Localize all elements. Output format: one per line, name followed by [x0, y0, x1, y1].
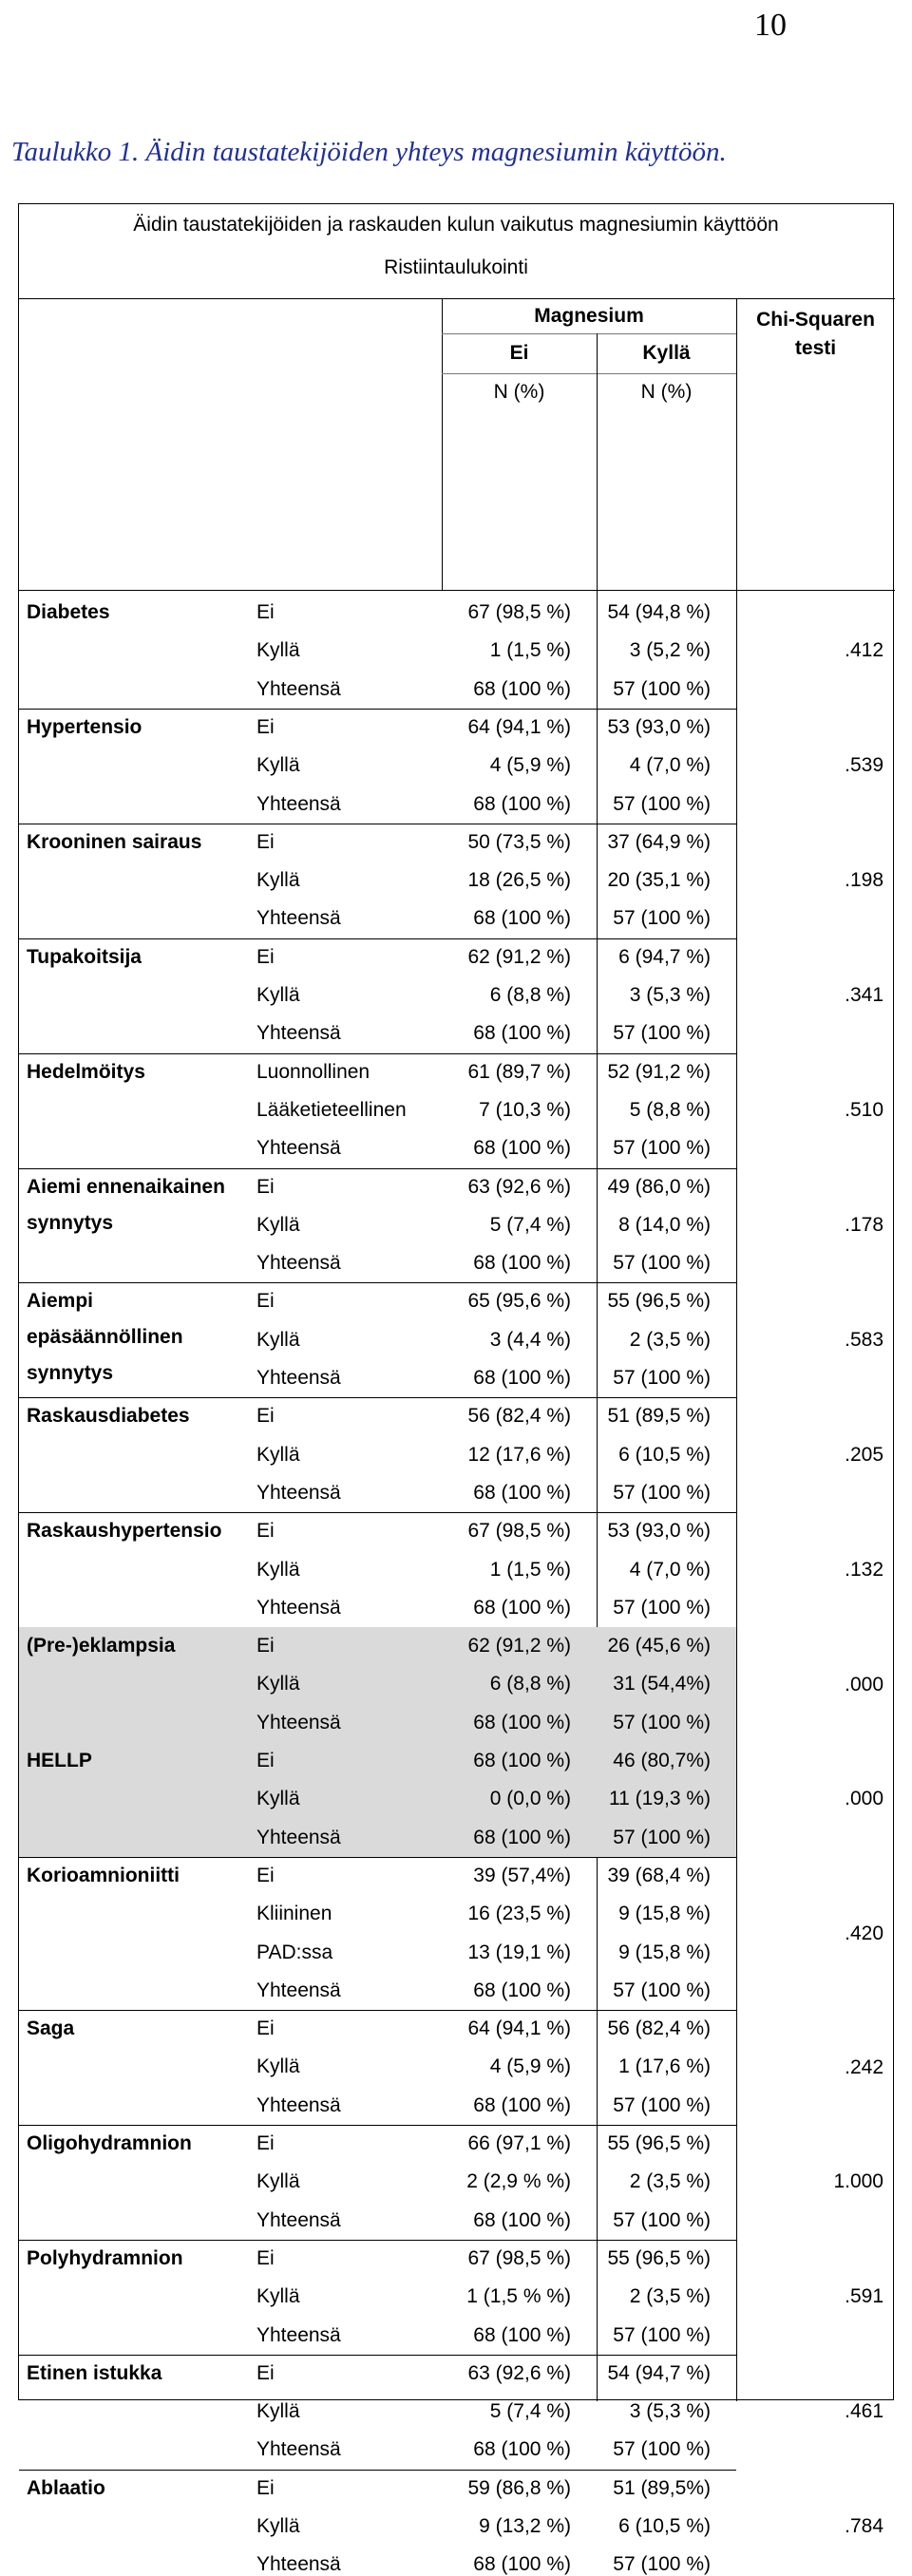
group-label-line: Hypertensio [27, 715, 142, 738]
group-label-line: Polyhydramnion [27, 2246, 183, 2269]
cell-ei: 64 (94,1 %) [467, 2017, 571, 2040]
cell-ei: 68 (100 %) [473, 1711, 571, 1733]
cell-ei: 56 (82,4 %) [467, 1405, 571, 1428]
row-category: Ei [256, 1635, 275, 1657]
cell-ei: 68 (100 %) [473, 1252, 571, 1275]
cell-ei: 68 (100 %) [473, 2323, 571, 2346]
cell-kylla: 55 (96,5 %) [607, 2246, 711, 2269]
chi-square-value: .178 [845, 1213, 884, 1236]
chi-square-value: .784 [845, 2515, 884, 2538]
cell-kylla: 53 (93,0 %) [607, 715, 711, 738]
cell-ei: 68 (100 %) [473, 792, 571, 815]
cell-kylla: 3 (5,3 %) [629, 2400, 711, 2423]
chi-square-value: .591 [845, 2285, 884, 2308]
ei-header: Ei [509, 342, 529, 364]
cell-kylla: 57 (100 %) [613, 1979, 711, 2001]
cell-kylla: 57 (100 %) [613, 1481, 711, 1504]
cell-ei: 18 (26,5 %) [467, 869, 571, 892]
cell-ei: 64 (94,1 %) [467, 715, 571, 738]
group-label-line: Hedelmöitys [27, 1060, 145, 1083]
cell-ei: 5 (7,4 %) [489, 2400, 571, 2423]
cell-ei: 68 (100 %) [473, 1481, 571, 1504]
group-label [27, 2011, 255, 2047]
cell-kylla: 57 (100 %) [613, 2323, 711, 2346]
group-label [27, 2241, 255, 2277]
group-label-line: Ablaatio [27, 2476, 105, 2499]
chi-square-value: .198 [845, 869, 884, 892]
cell-ei: 68 (100 %) [473, 677, 571, 700]
row-category: Yhteensä [256, 1826, 341, 1848]
group-label-line: Oligohydramnion [27, 2132, 192, 2154]
cell-ei: 12 (17,6 %) [467, 1443, 571, 1466]
cell-ei: 68 (100 %) [473, 1596, 571, 1619]
cell-kylla: 9 (15,8 %) [618, 1903, 711, 1925]
chi-square-value: .461 [845, 2400, 884, 2423]
cell-ei: 16 (23,5 %) [467, 1903, 571, 1925]
cell-ei: 68 (100 %) [473, 2553, 571, 2576]
cell-ei: 68 (100 %) [473, 2093, 571, 2116]
cell-kylla: 54 (94,7 %) [607, 2361, 711, 2384]
cell-kylla: 57 (100 %) [613, 1022, 711, 1045]
cell-kylla: 51 (89,5 %) [607, 1405, 711, 1428]
row-category: Ei [256, 1175, 275, 1198]
cell-ei: 0 (0,0 %) [489, 1788, 571, 1810]
cell-kylla: 49 (86,0 %) [607, 1175, 711, 1198]
row-category: Ei [256, 601, 275, 623]
row-category: Yhteensä [256, 2208, 341, 2231]
group-label [27, 1743, 255, 1779]
crosstab-table [18, 203, 894, 2576]
cell-ei: 63 (92,6 %) [467, 2361, 571, 2384]
cell-kylla: 6 (10,5 %) [618, 1443, 711, 1466]
cell-ei: 7 (10,3 %) [479, 1098, 571, 1121]
group-label [27, 1169, 255, 1241]
group-label-line: Tupakoitsija [27, 945, 142, 968]
cell-kylla: 57 (100 %) [613, 907, 711, 930]
row-category: Yhteensä [256, 677, 341, 700]
cell-kylla: 2 (3,5 %) [629, 2170, 711, 2193]
cell-ei: 68 (100 %) [473, 1137, 571, 1160]
table-caption: Taulukko 1. Äidin taustatekijöiden yhteys magnesiumin käyttöön. [11, 137, 727, 167]
row-category: Kliininen [256, 1903, 332, 1925]
cell-kylla: 3 (5,2 %) [629, 639, 711, 662]
cell-ei: 9 (13,2 %) [479, 2515, 571, 2537]
cell-ei: 39 (57,4%) [473, 1864, 571, 1886]
group-label-line: Raskausdiabetes [27, 1405, 190, 1428]
table-title: Äidin taustatekijöiden ja raskauden kulun vaikutus magnesiumin käyttöön [133, 214, 779, 236]
cell-kylla: 6 (94,7 %) [618, 945, 711, 968]
row-category: Lääketieteellinen [256, 1098, 407, 1121]
cell-kylla: 3 (5,3 %) [629, 984, 711, 1006]
chi-square-value: .000 [845, 1673, 884, 1695]
cell-ei: 68 (100 %) [473, 2438, 571, 2461]
group-label [27, 1628, 255, 1664]
chi-square-value: .242 [845, 2055, 884, 2078]
cell-ei: 4 (5,9 %) [489, 754, 571, 777]
row-category: Kyllä [256, 1213, 300, 1236]
cell-kylla: 51 (89,5%) [613, 2476, 711, 2499]
row-category: Ei [256, 2132, 275, 2154]
cell-ei: 62 (91,2 %) [467, 945, 571, 968]
cell-kylla: 57 (100 %) [613, 1596, 711, 1619]
chi-square-value: .205 [845, 1443, 884, 1466]
cell-kylla: 57 (100 %) [613, 1367, 711, 1389]
group-label [27, 2356, 255, 2392]
cell-kylla: 37 (64,9 %) [607, 830, 711, 853]
group-label [27, 1398, 255, 1434]
row-category: Yhteensä [256, 1711, 341, 1733]
cell-kylla: 46 (80,7%) [613, 1750, 711, 1771]
header-rule-bottom [19, 590, 895, 591]
row-category: Ei [256, 1750, 275, 1771]
page-number: 10 [754, 8, 787, 43]
chi-square-value: .420 [845, 1922, 884, 1944]
chi-header-line2: testi [794, 337, 837, 359]
cell-kylla: 9 (15,8 %) [618, 1941, 711, 1963]
row-category: Ei [256, 2476, 275, 2499]
group-label-line: Aiemi ennenaikainen [27, 1175, 225, 1198]
row-category: Kyllä [256, 2285, 300, 2308]
group-label [27, 1858, 255, 1894]
chi-square-value: .510 [845, 1099, 884, 1122]
cell-kylla: 31 (54,4%) [613, 1673, 711, 1695]
cell-ei: 65 (95,6 %) [467, 1290, 571, 1313]
cell-kylla: 52 (91,2 %) [607, 1060, 711, 1083]
group-label-line: Etinen istukka [27, 2361, 162, 2384]
kylla-header: Kyllä [642, 342, 691, 364]
cell-ei: 68 (100 %) [473, 1367, 571, 1389]
cell-kylla: 57 (100 %) [613, 1826, 711, 1848]
row-category: Kyllä [256, 2515, 300, 2537]
group-label-line: Krooninen sairaus [27, 830, 202, 853]
cell-kylla: 26 (45,6 %) [607, 1635, 711, 1657]
row-category: Kyllä [256, 984, 300, 1006]
row-category: Ei [256, 2361, 275, 2384]
magnesium-underline [442, 333, 736, 334]
cell-kylla: 11 (19,3 %) [609, 1788, 711, 1810]
cell-ei: 62 (91,2 %) [467, 1635, 571, 1657]
row-category: Luonnollinen [256, 1060, 370, 1083]
group-label-line: synnytys [27, 1211, 114, 1234]
cell-kylla: 55 (96,5 %) [607, 2132, 711, 2154]
chi-square-value: .539 [845, 754, 884, 777]
row-category: Yhteensä [256, 2438, 341, 2461]
cell-kylla: 57 (100 %) [613, 1252, 711, 1275]
cell-ei: 67 (98,5 %) [467, 2246, 571, 2269]
cell-kylla: 4 (7,0 %) [629, 754, 711, 777]
row-category: Yhteensä [256, 2323, 341, 2346]
row-category: PAD:ssa [256, 1941, 333, 1963]
group-label [27, 1513, 255, 1549]
cell-ei: 13 (19,1 %) [467, 1941, 571, 1963]
cell-ei: 68 (100 %) [473, 2208, 571, 2231]
group-label-line: synnytys [27, 1362, 114, 1385]
cell-kylla: 1 (17,6 %) [618, 2055, 711, 2078]
subheader-underline [442, 373, 736, 374]
cell-kylla: 2 (3,5 %) [629, 1328, 711, 1351]
row-category: Kyllä [256, 1788, 300, 1810]
chi-square-value: .132 [845, 1558, 884, 1581]
group-label-line: epäsäännöllinen [27, 1326, 183, 1349]
row-category: Yhteensä [256, 2553, 341, 2576]
cell-ei: 68 (100 %) [473, 1750, 571, 1771]
row-category: Kyllä [256, 869, 300, 892]
table-subtitle: Ristiintaulukointi [384, 256, 528, 278]
row-category: Ei [256, 1520, 275, 1543]
row-category: Ei [256, 1864, 275, 1886]
chi-square-value: .000 [845, 1788, 884, 1810]
cell-kylla: 55 (96,5 %) [607, 1290, 711, 1313]
cell-kylla: 57 (100 %) [613, 2093, 711, 2116]
cell-ei: 6 (8,8 %) [489, 984, 571, 1006]
group-label-line: Aiempi [27, 1290, 94, 1313]
cell-kylla: 57 (100 %) [613, 2208, 711, 2231]
npct-ei-header: N (%) [493, 381, 545, 403]
cell-ei: 66 (97,1 %) [467, 2132, 571, 2154]
cell-kylla: 57 (100 %) [613, 792, 711, 815]
group-label-line: Saga [27, 2017, 75, 2040]
cell-kylla: 57 (100 %) [613, 1711, 711, 1733]
cell-kylla: 53 (93,0 %) [607, 1520, 711, 1543]
row-category: Kyllä [256, 754, 300, 777]
cell-ei: 68 (100 %) [473, 1826, 571, 1848]
magnesium-header: Magnesium [534, 305, 644, 327]
row-category: Kyllä [256, 1673, 300, 1695]
row-category: Yhteensä [256, 792, 341, 815]
cell-kylla: 57 (100 %) [613, 2438, 711, 2461]
cell-kylla: 8 (14,0 %) [618, 1213, 711, 1236]
group-label [27, 710, 255, 746]
row-category: Kyllä [256, 1328, 300, 1351]
row-category: Yhteensä [256, 1979, 341, 2001]
row-category: Yhteensä [256, 1022, 341, 1045]
row-category: Ei [256, 2017, 275, 2040]
cell-ei: 67 (98,5 %) [467, 1520, 571, 1543]
group-label [27, 595, 255, 631]
cell-kylla: 54 (94,8 %) [607, 601, 711, 623]
group-label [27, 2126, 255, 2162]
npct-kylla-header: N (%) [640, 381, 693, 403]
cell-ei: 61 (89,7 %) [467, 1060, 571, 1083]
row-category: Ei [256, 2246, 275, 2269]
group-label [27, 824, 255, 861]
group-label [27, 1283, 255, 1392]
cell-ei: 6 (8,8 %) [489, 1673, 571, 1695]
group-label-line: (Pre-)eklampsia [27, 1635, 176, 1657]
cell-kylla: 20 (35,1 %) [607, 869, 711, 892]
row-category: Kyllä [256, 639, 300, 662]
row-category: Yhteensä [256, 2093, 341, 2116]
cell-kylla: 2 (3,5 %) [629, 2285, 711, 2308]
row-category: Yhteensä [256, 1596, 341, 1619]
row-category: Ei [256, 715, 275, 738]
row-category: Ei [256, 1405, 275, 1428]
chi-header-line1: Chi-Squaren [756, 309, 875, 331]
header-rule-top [19, 298, 895, 299]
row-category: Ei [256, 945, 275, 968]
cell-kylla: 57 (100 %) [613, 677, 711, 700]
ei-kylla-divider [597, 333, 598, 2401]
group-label-line: Korioamnioniitti [27, 1864, 180, 1886]
group-label [27, 1054, 255, 1090]
cell-ei: 1 (1,5 % %) [466, 2285, 571, 2308]
row-category: Yhteensä [256, 1137, 341, 1160]
row-category: Yhteensä [256, 1481, 341, 1504]
chi-square-value: .341 [845, 984, 884, 1007]
cell-ei: 63 (92,6 %) [467, 1175, 571, 1198]
row-category: Kyllä [256, 2055, 300, 2078]
group-label-line: Raskaushypertensio [27, 1520, 222, 1543]
cell-ei: 5 (7,4 %) [489, 1213, 571, 1236]
cell-ei: 3 (4,4 %) [489, 1328, 571, 1351]
cell-ei: 59 (86,8 %) [467, 2476, 571, 2499]
cell-kylla: 39 (68,4 %) [607, 1864, 711, 1886]
group-label-line: HELLP [27, 1750, 92, 1771]
row-category: Kyllä [256, 1443, 300, 1466]
cell-kylla: 6 (10,5 %) [618, 2515, 711, 2537]
row-category: Yhteensä [256, 1367, 341, 1389]
row-category: Ei [256, 830, 275, 853]
cell-kylla: 57 (100 %) [613, 1137, 711, 1160]
cell-ei: 68 (100 %) [473, 907, 571, 930]
cell-ei: 1 (1,5 %) [489, 1558, 571, 1581]
cell-kylla: 4 (7,0 %) [629, 1558, 711, 1581]
cell-ei: 2 (2,9 % %) [466, 2170, 571, 2193]
row-category: Kyllä [256, 2400, 300, 2423]
cell-ei: 68 (100 %) [473, 1022, 571, 1045]
group-label [27, 939, 255, 975]
chi-square-value: .583 [845, 1328, 884, 1351]
row-category: Yhteensä [256, 1252, 341, 1275]
cell-ei: 4 (5,9 %) [489, 2055, 571, 2078]
chi-square-value: .412 [845, 639, 884, 662]
cell-ei: 1 (1,5 %) [489, 639, 571, 662]
cell-ei: 68 (100 %) [473, 1979, 571, 2001]
cell-kylla: 5 (8,8 %) [629, 1098, 711, 1121]
group-label [27, 2471, 255, 2507]
chi-square-value: 1.000 [833, 2170, 884, 2193]
cell-kylla: 57 (100 %) [613, 2553, 711, 2576]
cell-ei: 50 (73,5 %) [467, 830, 571, 853]
row-category: Yhteensä [256, 907, 341, 930]
group-label-line: Diabetes [27, 601, 110, 623]
row-category: Kyllä [256, 1558, 300, 1581]
cell-kylla: 56 (82,4 %) [607, 2017, 711, 2040]
cell-ei: 67 (98,5 %) [467, 601, 571, 623]
row-category: Kyllä [256, 2170, 300, 2193]
row-category: Ei [256, 1290, 275, 1313]
